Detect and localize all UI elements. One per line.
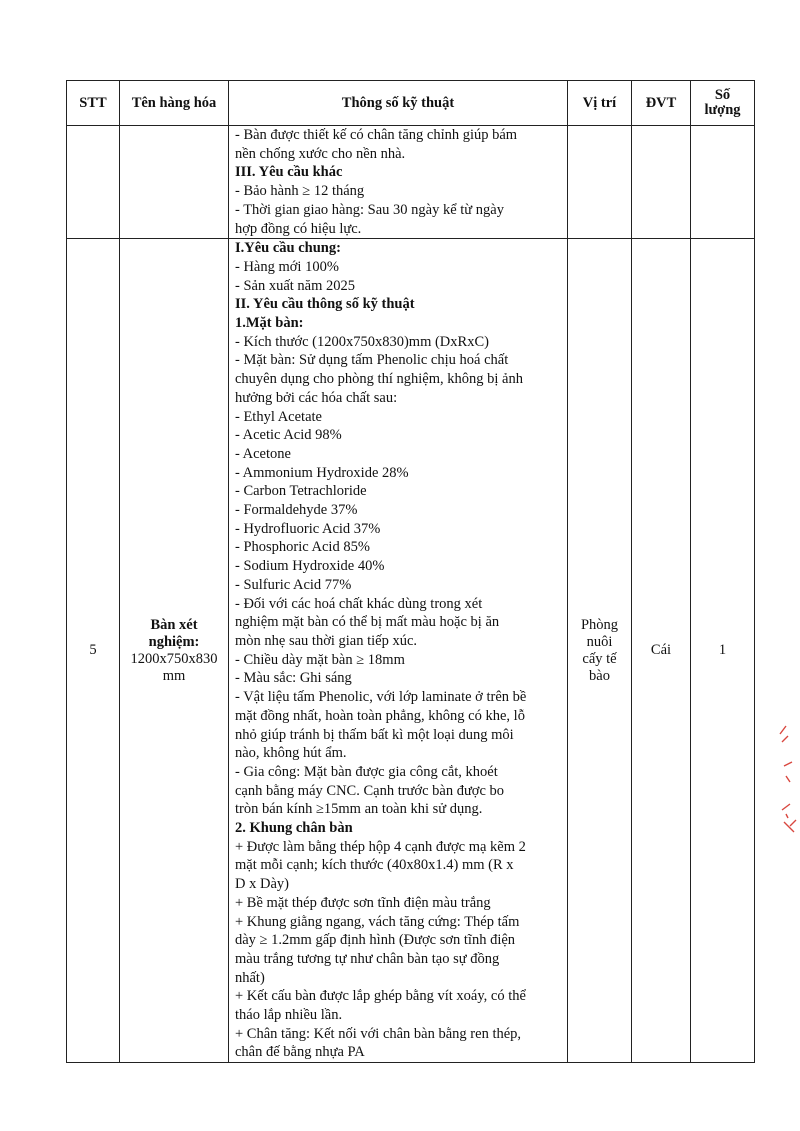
spec-cell-item-5 (229, 239, 568, 1063)
item-name-line: nghiệm: (148, 633, 200, 650)
table-row-item-5 (67, 239, 755, 1063)
spec-line: - Hàng mới 100% (235, 258, 339, 275)
spec-line: hưởng bởi các hóa chất sau: (235, 389, 398, 406)
location-line: bào (589, 667, 610, 684)
cell-empty (632, 126, 691, 239)
spec-line: mòn nhẹ sau thời gian tiếp xúc. (235, 632, 418, 649)
header-unit: ĐVT (632, 81, 691, 126)
spec-line: nào, không hút ẩm. (235, 745, 347, 762)
spec-line: - Kích thước (1200x750x830)mm (DxRxC) (235, 333, 489, 350)
spec-line: nhất) (235, 969, 265, 986)
spec-line: - Vật liệu tấm Phenolic, với lớp laminate ở trên bề (235, 689, 527, 706)
spec-line: nhỏ giúp tránh bị thấm bất kì một loại dung môi (235, 726, 514, 743)
spec-line: tròn bán kính ≥15mm an toàn khi sử dụng. (235, 801, 483, 818)
header-stt: STT (67, 81, 120, 126)
spec-line: III. Yêu cầu khác (235, 164, 343, 181)
cell-empty (120, 126, 229, 239)
header-spec: Thông số kỹ thuật (229, 81, 568, 126)
cell-stt: 5 (67, 239, 120, 1063)
spec-line: chuyên dụng cho phòng thí nghiệm, không bị ảnh (235, 371, 523, 388)
spec-line: cạnh bằng máy CNC. Cạnh trước bàn được bo (235, 782, 505, 799)
stamp-mark (776, 722, 800, 842)
spec-line: I.Yêu cầu chung: (235, 240, 341, 257)
spec-line: + Kết cấu bàn được lắp ghép bằng vít xoáy, có thể (235, 988, 526, 1005)
header-qty-line1: Số (714, 87, 731, 103)
spec-line: - Thời gian giao hàng: Sau 30 ngày kể từ ngày (235, 201, 504, 218)
spec-line: - Phosphoric Acid 85% (235, 539, 370, 556)
header-name: Tên hàng hóa (120, 81, 229, 126)
cell-empty (568, 126, 632, 239)
spec-line: - Sodium Hydroxide 40% (235, 558, 385, 575)
spec-line: - Ammonium Hydroxide 28% (235, 464, 409, 481)
spec-line: - Hydrofluoric Acid 37% (235, 520, 381, 537)
spec-line: - Ethyl Acetate (235, 408, 322, 425)
spec-line: 1.Mặt bàn: (235, 315, 304, 332)
header-qty-line2: lượng (704, 102, 741, 118)
cell-empty (691, 126, 755, 239)
cell-qty: 1 (691, 239, 755, 1063)
spec-line: mặt đồng nhất, hoàn toàn phẳng, không có khe, lỗ (235, 707, 525, 724)
spec-line: - Sản xuất năm 2025 (235, 277, 356, 294)
spec-line: - Bàn được thiết kế có chân tăng chỉnh giúp bám (235, 127, 518, 143)
spec-line: - Gia công: Mặt bàn được gia công cắt, khoét (235, 763, 498, 780)
cell-unit: Cái (632, 239, 691, 1063)
spec-line: chân đế bằng nhựa PA (235, 1044, 365, 1061)
spec-line: + Được làm bằng thép hộp 4 cạnh được mạ kẽm 2 (235, 838, 526, 855)
cell-item-name (120, 239, 229, 1063)
spec-line: II. Yêu cầu thông số kỹ thuật (235, 296, 415, 313)
spec-line: nền chống xước cho nền nhà. (235, 145, 406, 162)
item-name-line: 1200x750x830 (130, 650, 218, 667)
spec-line: tháo lắp nhiều lần. (235, 1007, 343, 1024)
header-location: Vị trí (568, 81, 632, 126)
cell-empty (67, 126, 120, 239)
spec-line: - Đối với các hoá chất khác dùng trong xét (235, 595, 483, 612)
spec-line: - Chiều dày mặt bàn ≥ 18mm (235, 651, 405, 668)
spec-line: màu trắng tương tự như chân bàn tạo sự đồng (235, 950, 500, 967)
spec-line: - Acetic Acid 98% (235, 427, 342, 444)
table-row-continued (67, 126, 755, 239)
location-line: Phòng (580, 616, 619, 633)
spec-line: - Acetone (235, 445, 291, 462)
header-row (67, 81, 755, 126)
location-line: cấy tế (582, 650, 617, 667)
item-name-line: mm (162, 667, 186, 684)
spec-line: - Màu sắc: Ghi sáng (235, 670, 352, 687)
spec-line: mặt mỗi cạnh; kích thước (40x80x1.4) mm (R x (235, 857, 514, 874)
cell-location (568, 239, 632, 1063)
location-line: nuôi (586, 633, 613, 650)
spec-line: hợp đồng có hiệu lực. (235, 220, 362, 237)
spec-table (66, 80, 755, 1063)
item-name-line: Bàn xét (150, 616, 198, 633)
spec-line: 2. Khung chân bàn (235, 820, 353, 837)
spec-line: - Carbon Tetrachloride (235, 483, 367, 500)
spec-line: - Sulfuric Acid 77% (235, 576, 352, 593)
spec-line: dày ≥ 1.2mm gấp định hình (Được sơn tĩnh điện (235, 932, 516, 949)
spec-line: - Formaldehyde 37% (235, 502, 358, 519)
spec-line: D x Dày) (235, 876, 289, 893)
spec-line: - Bảo hành ≥ 12 tháng (235, 183, 365, 200)
spec-line: nghiệm mặt bàn có thể bị mất màu hoặc bị ăn (235, 614, 500, 631)
spec-line: + Chân tăng: Kết nối với chân bàn bằng ren thép, (235, 1025, 522, 1042)
spec-line: + Bề mặt thép được sơn tĩnh điện màu trắng (235, 894, 491, 911)
spec-line: + Khung giằng ngang, vách tăng cứng: Thép tấm (235, 913, 520, 930)
spec-cell-continued (229, 126, 568, 239)
header-qty (691, 81, 755, 126)
spec-line: - Mặt bàn: Sử dụng tấm Phenolic chịu hoá chất (235, 352, 509, 369)
